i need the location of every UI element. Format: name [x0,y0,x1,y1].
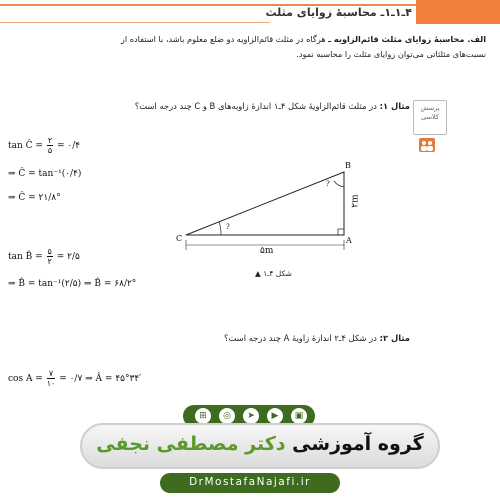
eq-tan-c-den: ۵ [47,146,53,155]
eq-tan-c-lhs: tan Ĉ = [8,141,43,151]
eq-cos-a-den: ۱۰ [46,379,56,388]
eq-tan-c-rhs: = ۰/۴ [56,141,81,151]
youtube-icon[interactable]: ▶ [267,408,283,424]
eq-tan-b-lhs: tan B̂ = [8,252,43,262]
website-link[interactable]: DrMostafaNajafi.ir [189,476,311,488]
section-header [0,0,500,28]
banner-part1: گروه آموزشی [292,433,424,455]
vertex-c: C [176,234,183,243]
example1-label: مثال ۱: [379,101,410,111]
intro-paragraph [16,32,486,62]
eq-cos-a-lhs: cos A = [8,374,43,384]
header-accent-box [416,0,500,24]
class-question-box [413,100,447,135]
instagram-icon[interactable]: ◎ [219,408,235,424]
example2 [80,333,410,343]
eq-tan-b-num: ۵ [47,247,52,256]
class-question-line1: پرسش [420,104,440,112]
windows-icon[interactable]: ⊞ [195,408,211,424]
eq-cos-a-frac [47,369,56,388]
people-icon [419,138,435,152]
eq-c-value: ⇒ Ĉ = ۲۱/۸° [8,193,61,203]
section-title: ۴ـ۱ـ۱ـ محاسبهٔ زوایای مثلث [265,6,412,19]
telegram-icon[interactable]: ➤ [243,408,259,424]
eq-cos-a-rhs: = ۰/۷ ⇒ Â = ۴۵°۳۴′ [59,374,142,384]
angle-b-arc [334,181,344,187]
eq-tan-c-frac [47,136,53,155]
angle-b-mark: ? [326,180,330,188]
intro-lead: الف. محاسبهٔ زوایای مثلث قائم‌الزاویه ـ [328,34,486,44]
eq-c-inverse: ⇒ Ĉ = tan⁻¹(۰/۴) [8,169,82,179]
eq-tan-b-rhs: = ۲/۵ [56,252,80,262]
eq-tan-b-frac [47,247,53,266]
app-icon[interactable]: ▣ [291,408,307,424]
angle-c-mark: ? [226,223,230,231]
eq-tan-b-den: ۲ [47,257,52,266]
intro-line1: هرگاه در مثلث قائم‌الزاویه دو ضلع معلوم باشد، با استفاده از [120,34,326,44]
eq-tan-b [8,247,80,266]
example1-text: در مثلث قائم‌الزاویهٔ شکل ۴ـ۱ اندازهٔ زاویه‌های B و C چند درجه است؟ [134,101,377,111]
side-ab-label: ۲m [350,194,361,208]
side-ac-label: ۵m [260,246,274,256]
eq-tan-c-num: ۲ [47,136,53,145]
intro-line2: نسبت‌های مثلثاتی می‌توان زوایای مثلث را محاسبه نمود. [296,49,486,59]
brand-banner-text [80,433,440,455]
angle-c-arc [219,222,221,235]
banner-part2: دکتر مصطفی نجفی [96,433,286,455]
vertex-a: A [346,236,352,245]
eq-cos-a-num: ۷ [47,369,56,379]
figure-caption: شکل ۴ـ۱ ▲ [255,269,292,278]
example2-text: در شکل ۴ـ۲ اندازهٔ زاویهٔ A چند درجه است؟ [224,333,377,343]
eq-b-inverse: ⇒ B̂ = tan⁻¹(۲/۵) ⇒ B̂ = ۶۸/۲° [8,279,137,289]
header-underline [0,22,270,23]
class-question-line2: کلاسی [421,113,439,121]
triangle-figure [176,160,366,255]
eq-cos-a [8,369,141,388]
example2-label: مثال ۲: [379,333,410,343]
vertex-b: B [345,161,351,170]
eq-tan-c [8,136,80,155]
example1 [80,101,410,111]
